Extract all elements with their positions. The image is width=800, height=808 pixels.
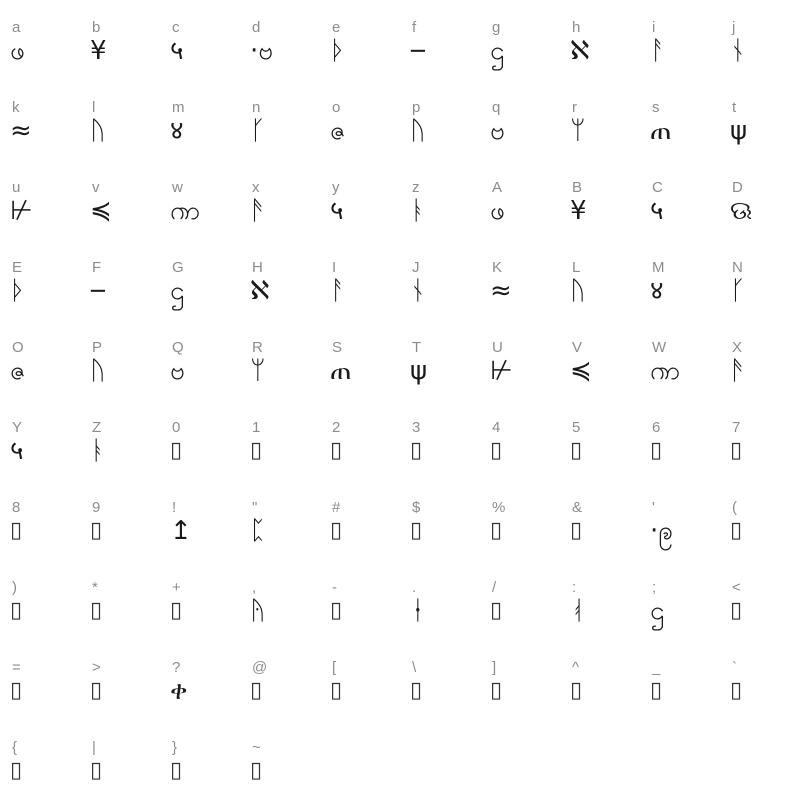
glyph-cell (0, 88, 80, 168)
glyph-char-label: 0 (172, 419, 181, 436)
glyph-cell (160, 568, 240, 648)
glyph-cell (480, 88, 560, 168)
glyph-render: ౼ (410, 36, 426, 66)
glyph-char-label: R (252, 339, 263, 356)
glyph-cell (640, 328, 720, 408)
glyph-char-label: I (332, 259, 337, 276)
glyph-char-label: e (332, 19, 341, 36)
glyph-cell-empty (640, 728, 720, 808)
glyph-char-label: h (572, 19, 581, 36)
glyph-missing-box: ▯ (250, 438, 263, 463)
glyph-cell (240, 328, 320, 408)
glyph-char-label: Z (92, 419, 102, 436)
glyph-char-label: x (252, 179, 260, 196)
glyph-char-label: 6 (652, 419, 661, 436)
glyph-cell (240, 168, 320, 248)
glyph-missing-box: ▯ (650, 438, 663, 463)
glyph-char-label: Q (172, 339, 184, 356)
glyph-cell (640, 88, 720, 168)
glyph-char-label: " (252, 499, 258, 516)
glyph-char-label: k (12, 99, 20, 116)
glyph-render: ≼ (90, 196, 112, 226)
glyph-render: ᚢ (90, 116, 106, 146)
glyph-char-label: q (492, 99, 501, 116)
glyph-cell (400, 8, 480, 88)
glyph-cell (320, 328, 400, 408)
glyph-render: ↥ (170, 516, 192, 546)
glyph-char-label: v (92, 179, 100, 196)
glyph-char-label: F (92, 259, 102, 276)
glyph-char-label: / (492, 579, 497, 596)
glyph-render: ४ (650, 276, 664, 306)
glyph-missing-box: ▯ (170, 438, 183, 463)
glyph-cell (720, 88, 800, 168)
glyph-char-label: 8 (12, 499, 21, 516)
glyph-cell (400, 88, 480, 168)
glyph-char-label: \ (412, 659, 417, 676)
glyph-char-label: @ (252, 659, 268, 676)
glyph-missing-box: ▯ (10, 518, 23, 543)
glyph-render: ५ (650, 196, 664, 226)
glyph-char-label: P (92, 339, 103, 356)
glyph-cell (480, 408, 560, 488)
glyph-render: ५ (10, 436, 24, 466)
glyph-cell (240, 648, 320, 728)
glyph-render: ᚨ (650, 36, 666, 66)
glyph-char-label: w (172, 179, 183, 196)
glyph-missing-box: ▯ (330, 518, 343, 543)
glyph-missing-box: ▯ (10, 598, 23, 623)
glyph-render: ᚴ (250, 116, 266, 146)
glyph-cell (80, 568, 160, 648)
glyph-char-label: J (412, 259, 420, 276)
glyph-cell-empty (400, 728, 480, 808)
glyph-cell (0, 328, 80, 408)
glyph-cell (640, 408, 720, 488)
glyph-render: ᚾ (730, 36, 746, 66)
glyph-char-label: p (412, 99, 421, 116)
glyph-missing-box: ▯ (490, 518, 503, 543)
glyph-char-label: U (492, 339, 503, 356)
glyph-cell (640, 648, 720, 728)
glyph-cell (320, 408, 400, 488)
glyph-cell (80, 328, 160, 408)
glyph-char-label: K (492, 259, 503, 276)
glyph-char-label: D (732, 179, 743, 196)
glyph-cell-empty (720, 728, 800, 808)
glyph-render: ဗ (490, 116, 505, 146)
glyph-missing-box: ▯ (730, 678, 743, 703)
glyph-char-label: 7 (732, 419, 741, 436)
glyph-char-label: ' (652, 499, 655, 516)
glyph-cell (160, 728, 240, 808)
glyph-char-label: n (252, 99, 261, 116)
glyph-cell (640, 248, 720, 328)
glyph-render: ౼ (90, 276, 106, 306)
glyph-cell (80, 728, 160, 808)
glyph-char-label: . (412, 579, 417, 596)
glyph-cell (160, 88, 240, 168)
glyph-char-label: - (332, 579, 337, 596)
glyph-missing-box: ▯ (490, 438, 503, 463)
glyph-char-label: j (732, 19, 736, 36)
glyph-char-label: u (12, 179, 21, 196)
glyph-char-label: 1 (252, 419, 261, 436)
glyph-render: ဇ (10, 356, 26, 386)
glyph-cell (400, 168, 480, 248)
glyph-char-label: = (12, 659, 21, 676)
glyph-missing-box: ▯ (410, 518, 423, 543)
glyph-char-label: ] (492, 659, 497, 676)
glyph-cell (320, 648, 400, 728)
glyph-char-label: ` (732, 659, 737, 676)
glyph-cell (560, 168, 640, 248)
glyph-char-label: N (732, 259, 743, 276)
glyph-cell (320, 248, 400, 328)
glyph-render: ℵ (570, 36, 590, 66)
glyph-render: ଊ (730, 196, 753, 226)
glyph-cell (320, 568, 400, 648)
glyph-missing-box: ▯ (170, 598, 183, 623)
glyph-cell (560, 88, 640, 168)
glyph-render: ᚢ (410, 116, 426, 146)
glyph-char-label: B (572, 179, 583, 196)
glyph-render: ጠ (330, 356, 352, 386)
glyph-cell (240, 408, 320, 488)
glyph-cell (240, 88, 320, 168)
glyph-missing-box: ▯ (490, 598, 503, 623)
glyph-cell (80, 88, 160, 168)
glyph-cell (720, 248, 800, 328)
glyph-cell (480, 8, 560, 88)
glyph-missing-box: ▯ (10, 678, 23, 703)
glyph-render: ဇ (330, 116, 346, 146)
glyph-render: ¥ (90, 36, 107, 66)
glyph-missing-box: ▯ (90, 758, 103, 783)
glyph-render: ψ (730, 116, 748, 146)
glyph-char-label: r (572, 99, 577, 116)
glyph-char-label: C (652, 179, 663, 196)
glyph-cell (240, 8, 320, 88)
glyph-render: ၮ (170, 196, 201, 226)
glyph-cell (480, 568, 560, 648)
glyph-char-label: 2 (332, 419, 341, 436)
glyph-char-label: [ (332, 659, 337, 676)
glyph-char-label: { (12, 739, 18, 756)
glyph-char-label: T (412, 339, 422, 356)
glyph-cell (480, 248, 560, 328)
glyph-char-label: b (92, 19, 101, 36)
glyph-cell (320, 8, 400, 88)
glyph-char-label: + (172, 579, 181, 596)
glyph-cell (560, 488, 640, 568)
glyph-cell (480, 488, 560, 568)
glyph-missing-box: ▯ (170, 758, 183, 783)
glyph-cell (0, 408, 80, 488)
glyph-cell (560, 328, 640, 408)
glyph-cell (80, 168, 160, 248)
glyph-cell (80, 8, 160, 88)
glyph-render: ᚦ (10, 276, 26, 306)
glyph-render: ≈ (490, 276, 512, 306)
glyph-cell-empty (560, 728, 640, 808)
glyph-missing-box: ▯ (730, 598, 743, 623)
glyph-missing-box: ▯ (330, 598, 343, 623)
glyph-cell (720, 488, 800, 568)
glyph-cell (480, 648, 560, 728)
glyph-cell (720, 408, 800, 488)
glyph-missing-box: ▯ (250, 678, 263, 703)
glyph-char-label: t (732, 99, 737, 116)
glyph-render: ᚮ (570, 596, 586, 626)
glyph-cell (80, 408, 160, 488)
glyph-cell (160, 488, 240, 568)
glyph-cell (160, 8, 240, 88)
glyph-missing-box: ▯ (730, 438, 743, 463)
glyph-char-label: 9 (92, 499, 101, 516)
glyph-missing-box: ▯ (90, 598, 103, 623)
glyph-cell (320, 168, 400, 248)
glyph-render: ᚦ (330, 36, 346, 66)
glyph-char-label: L (572, 259, 581, 276)
glyph-missing-box: ▯ (90, 518, 103, 543)
glyph-cell (0, 488, 80, 568)
glyph-render: ⊬ (490, 356, 513, 386)
glyph-missing-box: ▯ (730, 518, 743, 543)
glyph-cell (640, 488, 720, 568)
glyph-char-label: V (572, 339, 583, 356)
glyph-cell (80, 648, 160, 728)
glyph-render: ᚫ (250, 196, 266, 226)
glyph-cell (160, 648, 240, 728)
glyph-char-label: : (572, 579, 577, 596)
glyph-render: ᚤ (250, 596, 266, 626)
glyph-missing-box: ▯ (90, 678, 103, 703)
glyph-render: ဖ (10, 36, 25, 66)
glyph-render: ጠ (650, 116, 672, 146)
glyph-char-label: $ (412, 499, 421, 516)
glyph-char-label: M (652, 259, 665, 276)
glyph-missing-box: ▯ (570, 438, 583, 463)
glyph-cell (480, 168, 560, 248)
glyph-render: ᚢ (570, 276, 586, 306)
glyph-char-label: ( (732, 499, 737, 516)
glyph-cell (560, 248, 640, 328)
glyph-render: ဖ (490, 196, 505, 226)
glyph-char-label: S (332, 339, 343, 356)
glyph-render: ⊬ (10, 196, 33, 226)
glyph-render: ᛘ (570, 116, 586, 146)
glyph-render: ᚴ (730, 276, 746, 306)
glyph-char-label: 4 (492, 419, 501, 436)
glyph-cell (720, 648, 800, 728)
glyph-render: ᚫ (730, 356, 746, 386)
glyph-cell (0, 728, 80, 808)
glyph-render: ᚾ (410, 276, 426, 306)
glyph-cell (400, 248, 480, 328)
glyph-missing-box: ▯ (330, 438, 343, 463)
glyph-missing-box: ▯ (250, 758, 263, 783)
glyph-char-label: 5 (572, 419, 581, 436)
glyph-cell (320, 88, 400, 168)
glyph-char-label: < (732, 579, 741, 596)
glyph-cell (560, 568, 640, 648)
glyph-cell (160, 328, 240, 408)
glyph-cell (640, 168, 720, 248)
glyph-render: ဌ (170, 276, 185, 306)
glyph-render: ᚢ (90, 356, 106, 386)
glyph-render: ᛈ (250, 516, 266, 546)
glyph-cell (400, 648, 480, 728)
glyph-render: ᚨ (330, 276, 346, 306)
glyph-cell (160, 408, 240, 488)
glyph-cell (720, 168, 800, 248)
glyph-char-label: _ (652, 659, 661, 676)
glyph-char-label: > (92, 659, 101, 676)
glyph-char-label: A (492, 179, 503, 196)
glyph-cell (240, 728, 320, 808)
glyph-missing-box: ▯ (490, 678, 503, 703)
glyph-cell (560, 648, 640, 728)
glyph-char-label: d (252, 19, 261, 36)
glyph-cell (0, 248, 80, 328)
glyph-cell (240, 488, 320, 568)
glyph-char-label: ! (172, 499, 177, 516)
glyph-cell (400, 568, 480, 648)
glyph-char-label: s (652, 99, 660, 116)
glyph-char-label: y (332, 179, 340, 196)
glyph-char-label: * (92, 579, 98, 596)
glyph-render: ᛘ (250, 356, 266, 386)
glyph-render: ·ဨ (650, 516, 673, 546)
glyph-missing-box: ▯ (330, 678, 343, 703)
glyph-cell (80, 488, 160, 568)
glyph-render: ᚭ (90, 436, 106, 466)
glyph-render: ¥ (570, 196, 587, 226)
glyph-render: ၮ (650, 356, 681, 386)
glyph-char-label: l (92, 99, 96, 116)
glyph-missing-box: ▯ (570, 518, 583, 543)
glyph-char-label: % (492, 499, 506, 516)
glyph-char-label: ; (652, 579, 657, 596)
glyph-cell (560, 408, 640, 488)
glyph-char-label: m (172, 99, 185, 116)
glyph-char-label: c (172, 19, 180, 36)
glyph-cell (240, 248, 320, 328)
glyph-missing-box: ▯ (10, 758, 23, 783)
glyph-render: ≈ (10, 116, 32, 146)
glyph-cell (720, 8, 800, 88)
glyph-char-label: 3 (412, 419, 421, 436)
glyph-render: ≼ (570, 356, 592, 386)
glyph-render: ဗ (170, 356, 185, 386)
glyph-cell (720, 568, 800, 648)
glyph-cell (400, 328, 480, 408)
glyph-char-label: , (252, 579, 257, 596)
glyph-cell (400, 488, 480, 568)
glyph-char-label: ) (12, 579, 17, 596)
glyph-cell-empty (320, 728, 400, 808)
glyph-cell (720, 328, 800, 408)
glyph-char-label: z (412, 179, 420, 196)
glyph-render: ဌ (650, 596, 665, 626)
glyph-char-label: ^ (572, 659, 580, 676)
glyph-char-label: # (332, 499, 341, 516)
glyph-char-label: | (92, 739, 96, 756)
glyph-char-label: ~ (252, 739, 261, 756)
glyph-missing-box: ▯ (410, 438, 423, 463)
glyph-cell (160, 248, 240, 328)
glyph-cell (0, 8, 80, 88)
glyph-cell (0, 648, 80, 728)
glyph-render: ቀ (170, 676, 188, 706)
glyph-cell (320, 488, 400, 568)
glyph-char-label: f (412, 19, 417, 36)
glyph-char-label: o (332, 99, 341, 116)
glyph-render: ५ (330, 196, 344, 226)
glyph-missing-box: ▯ (650, 678, 663, 703)
glyph-render: ဌ (490, 36, 505, 66)
glyph-cell (0, 568, 80, 648)
glyph-char-label: Y (12, 419, 23, 436)
glyph-cell (400, 408, 480, 488)
glyph-cell (480, 328, 560, 408)
glyph-render: ५ (170, 36, 184, 66)
glyph-char-label: a (12, 19, 21, 36)
glyph-char-label: i (652, 19, 656, 36)
glyph-char-label: g (492, 19, 501, 36)
glyph-char-label: & (572, 499, 583, 516)
glyph-cell (160, 168, 240, 248)
glyph-char-label: E (12, 259, 23, 276)
glyph-missing-box: ▯ (410, 678, 423, 703)
glyph-render: ℵ (250, 276, 270, 306)
glyph-missing-box: ▯ (570, 678, 583, 703)
glyph-render: ·ဗ (250, 36, 274, 66)
glyph-char-label: X (732, 339, 743, 356)
glyph-cell (640, 568, 720, 648)
glyph-cell (0, 168, 80, 248)
glyph-render: ᚭ (410, 196, 426, 226)
glyph-char-label: W (652, 339, 667, 356)
glyph-cell-empty (480, 728, 560, 808)
glyph-char-label: } (172, 739, 178, 756)
glyph-char-label: G (172, 259, 184, 276)
glyph-cell (240, 568, 320, 648)
glyph-render: ᚽ (410, 596, 426, 626)
glyph-char-label: O (12, 339, 24, 356)
glyph-cell (80, 248, 160, 328)
glyph-char-label: H (252, 259, 263, 276)
glyph-cell (640, 8, 720, 88)
glyph-cell (560, 8, 640, 88)
glyph-render: ४ (170, 116, 184, 146)
glyph-char-label: ? (172, 659, 181, 676)
glyph-render: ψ (410, 356, 428, 386)
